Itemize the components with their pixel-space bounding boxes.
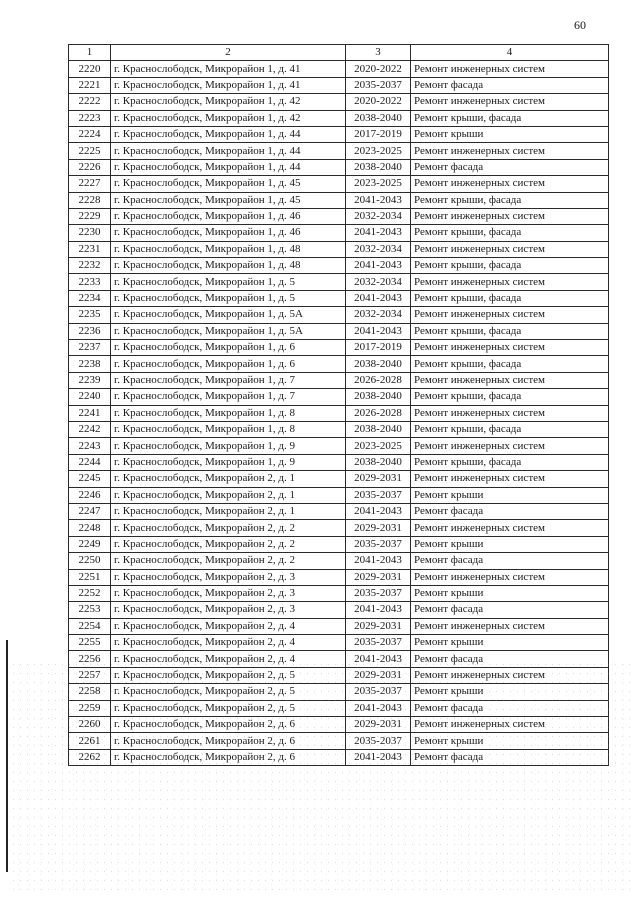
row-number-cell: 2225 xyxy=(69,143,111,159)
address-cell: г. Краснослободск, Микрорайон 1, д. 48 xyxy=(111,241,346,257)
period-cell: 2035-2037 xyxy=(346,487,411,503)
scan-edge-bar xyxy=(6,640,8,872)
work-type-cell: Ремонт фасада xyxy=(411,602,609,618)
table-row xyxy=(69,651,609,667)
address-cell: г. Краснослободск, Микрорайон 1, д. 41 xyxy=(111,77,346,93)
address-cell: г. Краснослободск, Микрорайон 2, д. 6 xyxy=(111,749,346,765)
work-type-cell: Ремонт крыши xyxy=(411,536,609,552)
address-cell: г. Краснослободск, Микрорайон 1, д. 44 xyxy=(111,126,346,142)
row-number-cell: 2231 xyxy=(69,241,111,257)
period-cell: 2020-2022 xyxy=(346,61,411,77)
work-type-cell: Ремонт крыши, фасада xyxy=(411,192,609,208)
table-row xyxy=(69,340,609,356)
row-number-cell: 2233 xyxy=(69,274,111,290)
period-cell: 2023-2025 xyxy=(346,143,411,159)
period-cell: 2032-2034 xyxy=(346,241,411,257)
address-cell: г. Краснослободск, Микрорайон 2, д. 5 xyxy=(111,684,346,700)
table-row xyxy=(69,241,609,257)
table-row xyxy=(69,389,609,405)
period-cell: 2029-2031 xyxy=(346,717,411,733)
work-type-cell: Ремонт инженерных систем xyxy=(411,143,609,159)
work-type-cell: Ремонт фасада xyxy=(411,749,609,765)
address-cell: г. Краснослободск, Микрорайон 1, д. 5А xyxy=(111,307,346,323)
table-row xyxy=(69,569,609,585)
table-row xyxy=(69,405,609,421)
table-row xyxy=(69,536,609,552)
period-cell: 2041-2043 xyxy=(346,503,411,519)
address-cell: г. Краснослободск, Микрорайон 2, д. 2 xyxy=(111,553,346,569)
work-type-cell: Ремонт крыши xyxy=(411,635,609,651)
address-cell: г. Краснослободск, Микрорайон 2, д. 1 xyxy=(111,503,346,519)
address-cell: г. Краснослободск, Микрорайон 1, д. 48 xyxy=(111,258,346,274)
address-cell: г. Краснослободск, Микрорайон 1, д. 46 xyxy=(111,225,346,241)
row-number-cell: 2242 xyxy=(69,421,111,437)
row-number-cell: 2257 xyxy=(69,667,111,683)
table-row xyxy=(69,192,609,208)
repair-schedule-table xyxy=(68,44,609,766)
address-cell: г. Краснослободск, Микрорайон 1, д. 5 xyxy=(111,274,346,290)
period-cell: 2035-2037 xyxy=(346,684,411,700)
address-cell: г. Краснослободск, Микрорайон 1, д. 6 xyxy=(111,340,346,356)
table-row xyxy=(69,454,609,470)
work-type-cell: Ремонт инженерных систем xyxy=(411,94,609,110)
address-cell: г. Краснослободск, Микрорайон 2, д. 3 xyxy=(111,585,346,601)
work-type-cell: Ремонт инженерных систем xyxy=(411,340,609,356)
period-cell: 2041-2043 xyxy=(346,323,411,339)
table-row xyxy=(69,143,609,159)
work-type-cell: Ремонт крыши, фасада xyxy=(411,110,609,126)
table-row xyxy=(69,471,609,487)
work-type-cell: Ремонт инженерных систем xyxy=(411,274,609,290)
address-cell: г. Краснослободск, Микрорайон 1, д. 6 xyxy=(111,356,346,372)
period-cell: 2020-2022 xyxy=(346,94,411,110)
work-type-cell: Ремонт инженерных систем xyxy=(411,372,609,388)
address-cell: г. Краснослободск, Микрорайон 2, д. 3 xyxy=(111,569,346,585)
table-row xyxy=(69,290,609,306)
work-type-cell: Ремонт инженерных систем xyxy=(411,241,609,257)
work-type-cell: Ремонт крыши, фасада xyxy=(411,421,609,437)
period-cell: 2038-2040 xyxy=(346,110,411,126)
table-row xyxy=(69,77,609,93)
address-cell: г. Краснослободск, Микрорайон 1, д. 8 xyxy=(111,421,346,437)
period-cell: 2017-2019 xyxy=(346,340,411,356)
table-row xyxy=(69,61,609,77)
period-cell: 2023-2025 xyxy=(346,438,411,454)
address-cell: г. Краснослободск, Микрорайон 2, д. 2 xyxy=(111,536,346,552)
period-cell: 2023-2025 xyxy=(346,176,411,192)
row-number-cell: 2244 xyxy=(69,454,111,470)
row-number-cell: 2251 xyxy=(69,569,111,585)
row-number-cell: 2234 xyxy=(69,290,111,306)
work-type-cell: Ремонт инженерных систем xyxy=(411,208,609,224)
work-type-cell: Ремонт фасада xyxy=(411,553,609,569)
address-cell: г. Краснослободск, Микрорайон 1, д. 9 xyxy=(111,454,346,470)
period-cell: 2032-2034 xyxy=(346,307,411,323)
address-cell: г. Краснослободск, Микрорайон 1, д. 5 xyxy=(111,290,346,306)
row-number-cell: 2262 xyxy=(69,749,111,765)
address-cell: г. Краснослободск, Микрорайон 1, д. 5А xyxy=(111,323,346,339)
work-type-cell: Ремонт крыши, фасада xyxy=(411,323,609,339)
address-cell: г. Краснослободск, Микрорайон 1, д. 42 xyxy=(111,94,346,110)
address-cell: г. Краснослободск, Микрорайон 2, д. 1 xyxy=(111,471,346,487)
work-type-cell: Ремонт фасада xyxy=(411,700,609,716)
row-number-cell: 2243 xyxy=(69,438,111,454)
work-type-cell: Ремонт инженерных систем xyxy=(411,569,609,585)
period-cell: 2035-2037 xyxy=(346,635,411,651)
row-number-cell: 2237 xyxy=(69,340,111,356)
table-row xyxy=(69,717,609,733)
address-cell: г. Краснослободск, Микрорайон 1, д. 44 xyxy=(111,143,346,159)
address-cell: г. Краснослободск, Микрорайон 1, д. 42 xyxy=(111,110,346,126)
address-cell: г. Краснослободск, Микрорайон 2, д. 4 xyxy=(111,618,346,634)
row-number-cell: 2232 xyxy=(69,258,111,274)
table-row xyxy=(69,618,609,634)
period-cell: 2029-2031 xyxy=(346,520,411,536)
address-cell: г. Краснослободск, Микрорайон 2, д. 5 xyxy=(111,700,346,716)
row-number-cell: 2259 xyxy=(69,700,111,716)
table-row xyxy=(69,208,609,224)
period-cell: 2041-2043 xyxy=(346,225,411,241)
row-number-cell: 2255 xyxy=(69,635,111,651)
address-cell: г. Краснослободск, Микрорайон 1, д. 45 xyxy=(111,176,346,192)
table-row xyxy=(69,602,609,618)
row-number-cell: 2246 xyxy=(69,487,111,503)
work-type-cell: Ремонт инженерных систем xyxy=(411,405,609,421)
work-type-cell: Ремонт инженерных систем xyxy=(411,176,609,192)
row-number-cell: 2226 xyxy=(69,159,111,175)
address-cell: г. Краснослободск, Микрорайон 2, д. 1 xyxy=(111,487,346,503)
row-number-cell: 2248 xyxy=(69,520,111,536)
row-number-cell: 2230 xyxy=(69,225,111,241)
period-cell: 2038-2040 xyxy=(346,356,411,372)
period-cell: 2035-2037 xyxy=(346,733,411,749)
row-number-cell: 2239 xyxy=(69,372,111,388)
period-cell: 2041-2043 xyxy=(346,602,411,618)
row-number-cell: 2229 xyxy=(69,208,111,224)
table-row xyxy=(69,749,609,765)
period-cell: 2017-2019 xyxy=(346,126,411,142)
work-type-cell: Ремонт крыши xyxy=(411,487,609,503)
row-number-cell: 2227 xyxy=(69,176,111,192)
period-cell: 2038-2040 xyxy=(346,389,411,405)
table-row xyxy=(69,126,609,142)
row-number-cell: 2250 xyxy=(69,553,111,569)
row-number-cell: 2261 xyxy=(69,733,111,749)
period-cell: 2041-2043 xyxy=(346,749,411,765)
row-number-cell: 2240 xyxy=(69,389,111,405)
page-number: 60 xyxy=(574,18,586,32)
table-row xyxy=(69,700,609,716)
row-number-cell: 2247 xyxy=(69,503,111,519)
work-type-cell: Ремонт инженерных систем xyxy=(411,618,609,634)
table-row xyxy=(69,258,609,274)
header-col-3: 3 xyxy=(346,45,411,61)
address-cell: г. Краснослободск, Микрорайон 2, д. 6 xyxy=(111,733,346,749)
row-number-cell: 2221 xyxy=(69,77,111,93)
work-type-cell: Ремонт крыши, фасада xyxy=(411,454,609,470)
address-cell: г. Краснослободск, Микрорайон 1, д. 41 xyxy=(111,61,346,77)
header-col-2: 2 xyxy=(111,45,346,61)
work-type-cell: Ремонт фасада xyxy=(411,159,609,175)
row-number-cell: 2228 xyxy=(69,192,111,208)
work-type-cell: Ремонт инженерных систем xyxy=(411,717,609,733)
row-number-cell: 2258 xyxy=(69,684,111,700)
row-number-cell: 2253 xyxy=(69,602,111,618)
row-number-cell: 2223 xyxy=(69,110,111,126)
table-row xyxy=(69,667,609,683)
table-row xyxy=(69,307,609,323)
header-row xyxy=(69,45,609,61)
period-cell: 2029-2031 xyxy=(346,471,411,487)
row-number-cell: 2236 xyxy=(69,323,111,339)
table-row xyxy=(69,225,609,241)
table-row xyxy=(69,110,609,126)
work-type-cell: Ремонт крыши xyxy=(411,684,609,700)
period-cell: 2038-2040 xyxy=(346,454,411,470)
work-type-cell: Ремонт инженерных систем xyxy=(411,307,609,323)
period-cell: 2041-2043 xyxy=(346,258,411,274)
table-row xyxy=(69,421,609,437)
row-number-cell: 2249 xyxy=(69,536,111,552)
address-cell: г. Краснослободск, Микрорайон 2, д. 5 xyxy=(111,667,346,683)
table-body xyxy=(69,61,609,766)
table-row xyxy=(69,503,609,519)
address-cell: г. Краснослободск, Микрорайон 2, д. 4 xyxy=(111,651,346,667)
table-row xyxy=(69,733,609,749)
period-cell: 2029-2031 xyxy=(346,667,411,683)
address-cell: г. Краснослободск, Микрорайон 1, д. 45 xyxy=(111,192,346,208)
table-row xyxy=(69,487,609,503)
header-col-1: 1 xyxy=(69,45,111,61)
address-cell: г. Краснослободск, Микрорайон 1, д. 7 xyxy=(111,372,346,388)
address-cell: г. Краснослободск, Микрорайон 1, д. 7 xyxy=(111,389,346,405)
period-cell: 2029-2031 xyxy=(346,569,411,585)
table-row xyxy=(69,356,609,372)
period-cell: 2035-2037 xyxy=(346,536,411,552)
row-number-cell: 2245 xyxy=(69,471,111,487)
row-number-cell: 2222 xyxy=(69,94,111,110)
address-cell: г. Краснослободск, Микрорайон 2, д. 4 xyxy=(111,635,346,651)
address-cell: г. Краснослободск, Микрорайон 2, д. 6 xyxy=(111,717,346,733)
table-row xyxy=(69,520,609,536)
table-row xyxy=(69,635,609,651)
period-cell: 2035-2037 xyxy=(346,77,411,93)
table-header xyxy=(69,45,609,61)
row-number-cell: 2256 xyxy=(69,651,111,667)
period-cell: 2041-2043 xyxy=(346,553,411,569)
address-cell: г. Краснослободск, Микрорайон 1, д. 44 xyxy=(111,159,346,175)
period-cell: 2041-2043 xyxy=(346,290,411,306)
period-cell: 2029-2031 xyxy=(346,618,411,634)
address-cell: г. Краснослободск, Микрорайон 1, д. 9 xyxy=(111,438,346,454)
work-type-cell: Ремонт крыши xyxy=(411,733,609,749)
table-row xyxy=(69,159,609,175)
row-number-cell: 2220 xyxy=(69,61,111,77)
period-cell: 2041-2043 xyxy=(346,651,411,667)
address-cell: г. Краснослободск, Микрорайон 1, д. 46 xyxy=(111,208,346,224)
address-cell: г. Краснослободск, Микрорайон 1, д. 8 xyxy=(111,405,346,421)
work-type-cell: Ремонт инженерных систем xyxy=(411,520,609,536)
period-cell: 2035-2037 xyxy=(346,585,411,601)
row-number-cell: 2224 xyxy=(69,126,111,142)
row-number-cell: 2238 xyxy=(69,356,111,372)
work-type-cell: Ремонт фасада xyxy=(411,77,609,93)
table-row xyxy=(69,585,609,601)
period-cell: 2038-2040 xyxy=(346,421,411,437)
address-cell: г. Краснослободск, Микрорайон 2, д. 2 xyxy=(111,520,346,536)
work-type-cell: Ремонт инженерных систем xyxy=(411,438,609,454)
work-type-cell: Ремонт крыши, фасада xyxy=(411,258,609,274)
row-number-cell: 2260 xyxy=(69,717,111,733)
table-row xyxy=(69,372,609,388)
table-row xyxy=(69,94,609,110)
work-type-cell: Ремонт крыши, фасада xyxy=(411,356,609,372)
period-cell: 2032-2034 xyxy=(346,208,411,224)
work-type-cell: Ремонт инженерных систем xyxy=(411,471,609,487)
table-row xyxy=(69,274,609,290)
table-row xyxy=(69,684,609,700)
period-cell: 2026-2028 xyxy=(346,405,411,421)
table-row xyxy=(69,176,609,192)
address-cell: г. Краснослободск, Микрорайон 2, д. 3 xyxy=(111,602,346,618)
work-type-cell: Ремонт инженерных систем xyxy=(411,61,609,77)
work-type-cell: Ремонт крыши, фасада xyxy=(411,290,609,306)
period-cell: 2038-2040 xyxy=(346,159,411,175)
row-number-cell: 2235 xyxy=(69,307,111,323)
work-type-cell: Ремонт крыши, фасада xyxy=(411,225,609,241)
work-type-cell: Ремонт крыши xyxy=(411,126,609,142)
table-row xyxy=(69,438,609,454)
work-type-cell: Ремонт крыши xyxy=(411,585,609,601)
header-col-4: 4 xyxy=(411,45,609,61)
table-row xyxy=(69,323,609,339)
period-cell: 2032-2034 xyxy=(346,274,411,290)
row-number-cell: 2241 xyxy=(69,405,111,421)
period-cell: 2041-2043 xyxy=(346,700,411,716)
table-row xyxy=(69,553,609,569)
work-type-cell: Ремонт крыши, фасада xyxy=(411,389,609,405)
work-type-cell: Ремонт фасада xyxy=(411,503,609,519)
period-cell: 2026-2028 xyxy=(346,372,411,388)
row-number-cell: 2252 xyxy=(69,585,111,601)
work-type-cell: Ремонт фасада xyxy=(411,651,609,667)
row-number-cell: 2254 xyxy=(69,618,111,634)
period-cell: 2041-2043 xyxy=(346,192,411,208)
work-type-cell: Ремонт инженерных систем xyxy=(411,667,609,683)
